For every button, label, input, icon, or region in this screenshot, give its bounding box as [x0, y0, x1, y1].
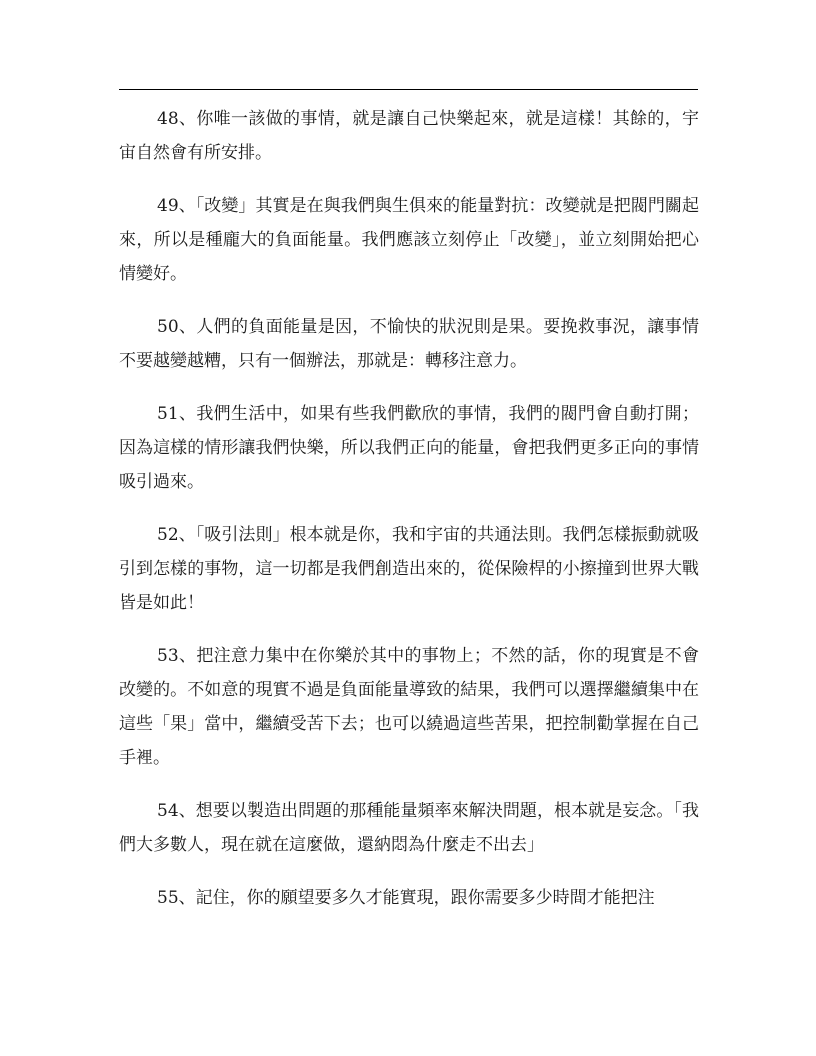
paragraph-50: 50、人們的負面能量是因，不愉快的狀況則是果。要挽救事況，讓事情不要越變越糟，只有一個辦法，那就是：轉移注意力。	[119, 317, 699, 371]
paragraph-49: 49、「改變」其實是在與我們與生俱來的能量對抗：改變就是把閥門關起來，所以是種龐大的負面能量。我們應該立刻停止「改變」，並立刻開始把心情變好。	[119, 196, 699, 284]
paragraph-52: 52、「吸引法則」根本就是你，我和宇宙的共通法則。我們怎樣振動就吸引到怎樣的事物，這一切都是我們創造出來的，從保險桿的小擦撞到世界大戰皆是如此！	[119, 525, 699, 613]
paragraph-54: 54、想要以製造出問題的那種能量頻率來解決問題，根本就是妄念。「我們大多數人，現在就在這麼做，還納悶為什麼走不出去」	[119, 801, 699, 855]
paragraph-55: 55、記住，你的願望要多久才能實現，跟你需要多少時間才能把注	[157, 888, 655, 908]
header-rule	[119, 89, 698, 90]
paragraph-53: 53、把注意力集中在你樂於其中的事物上；不然的話，你的現實是不會改變的。不如意的現實不過是負面能量導致的結果，我們可以選擇繼續集中在這些「果」當中，繼續受苦下去；也可以繞過這些苦果，把控制勸掌握在自己手裡。	[119, 646, 699, 768]
paragraph-48: 48、你唯一該做的事情，就是讓自己快樂起來，就是這樣！其餘的，宇宙自然會有所安排。	[119, 109, 699, 163]
paragraph-51: 51、我們生活中，如果有些我們歡欣的事情，我們的閥門會自動打開；因為這樣的情形讓我們快樂，所以我們正向的能量，會把我們更多正向的事情吸引過來。	[119, 404, 699, 492]
document-body	[119, 102, 699, 915]
